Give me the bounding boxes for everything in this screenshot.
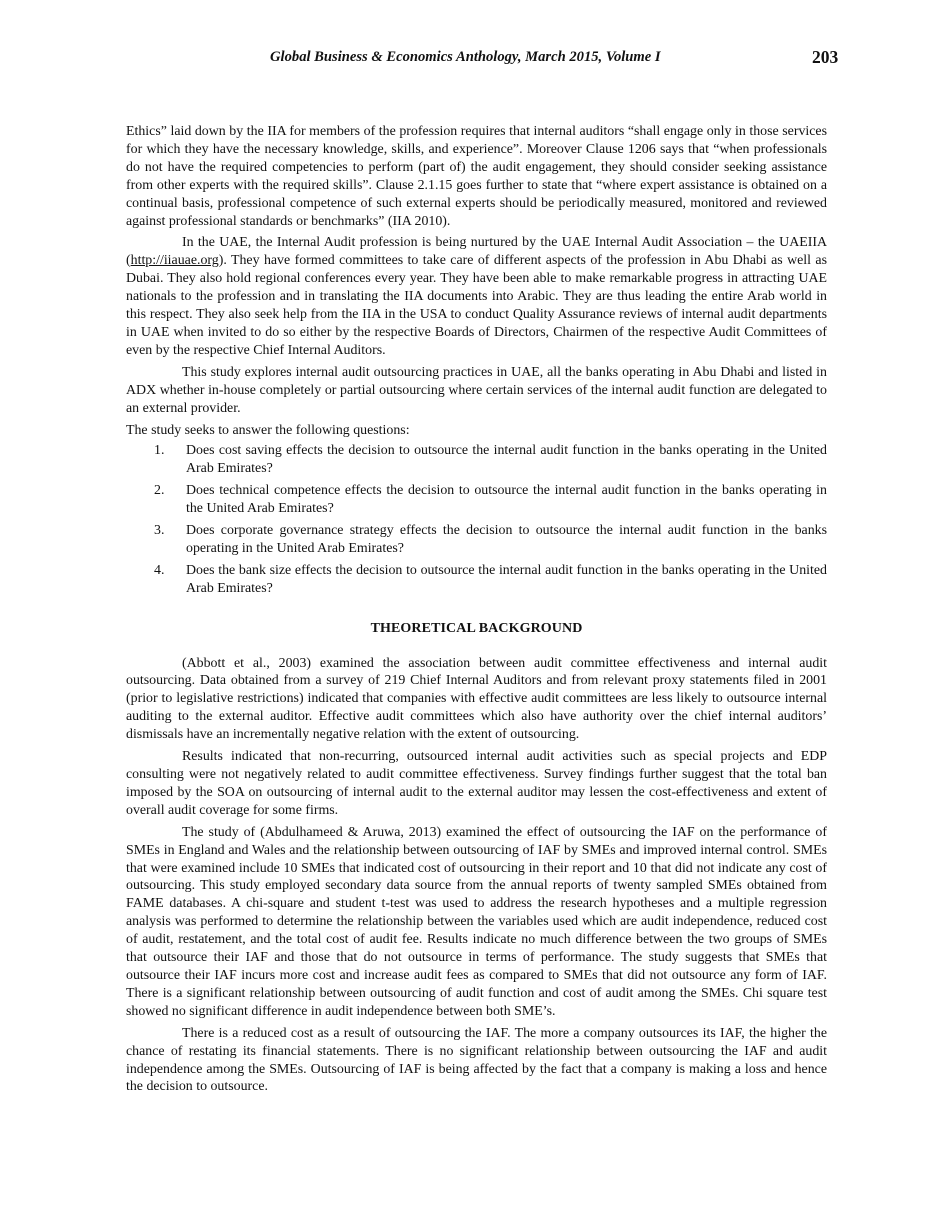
paragraph-abbott: (Abbott et al., 2003) examined the association between audit committee effectiveness and internal audit outsourcing. Data obtained from a survey of 219 Chief Internal Auditors and from relevant proxy statements filed in 2001 (prior to legislative restrictions) indicated that companies with effective audit committees are less likely to outsource internal auditing to the external auditor. Effective audit committees which also have authority over the chief internal auditors’ dismissals have an incrementally negative relation with the extent of outsourcing. xyxy=(126,655,827,743)
list-text: Does the bank size effects the decision to outsource the internal audit function in the banks operating in the United Arab Emirates? xyxy=(186,562,827,596)
list-number: 4. xyxy=(154,562,165,578)
page-number: 203 xyxy=(812,47,839,67)
research-questions-list xyxy=(126,442,827,597)
paragraph-reduced-cost: There is a reduced cost as a result of outsourcing the IAF. The more a company outsources its IAF, the higher the chance of restating its financial statements. There is no significant relationship between outsourcing the IAF and audit independence among the SMEs. Outsourcing of IAF is being affected by the fact that a company is making a loss and hence the decision to outsource. xyxy=(126,1025,827,1095)
paragraph-uae-text-1: In the UAE, the Internal Audit profession is being nurtured by the UAE Internal Audit Association – the UAEIIA ( xyxy=(126,235,827,269)
journal-title: Global Business & Economics Anthology, March 2015, Volume I xyxy=(270,49,661,65)
paragraph-questions-intro: The study seeks to answer the following questions: xyxy=(126,422,410,438)
paragraph-ethics: Ethics” laid down by the IIA for members of the profession requires that internal auditors “shall engage only in those services for which they have the necessary knowledge, skills, and experience”. Moreover Clause 1206 says that “when professionals do not have the required competencies to perform (part of) the audit engagement, they should consider seeking assistance from other experts with the required skills”. Clause 2.1.15 goes further to state that “where expert assistance is obtained on a continual basis, professional competence of such external experts should be periodically measured, monitored and reviewed against professional standards or benchmarks” (IIA 2010). xyxy=(126,124,827,229)
page-body xyxy=(126,123,827,1096)
paragraph-uae-text-2: ). They have formed committees to take care of different aspects of the profession in Abu Dhabi as well as Dubai. They also hold regional conferences every year. They have been able to make remarkable progress in attracting UAE nationals to the profession and in translating the IIA documents into Arabic. They are thus leading the entire Arab world in this respect. They also seek help from the IIA in the USA to conduct Quality Assurance reviews of internal audit departments in UAE when invited to do so either by the respective Boards of Directors, Chairmen of the respective Audit Committees of even by the respective Chief Internal Auditors. xyxy=(126,253,827,358)
section-heading: THEORETICAL BACKGROUND xyxy=(370,620,583,636)
list-number: 3. xyxy=(154,523,165,539)
uaeiia-link[interactable]: http://iiauae.org xyxy=(130,253,219,269)
paragraph-results: Results indicated that non-recurring, outsourced internal audit activities such as special projects and EDP consulting were not negatively related to audit committee effectiveness. Survey findings further suggest that the total ban imposed by the SOA on outsourcing of internal audit to the external auditor may lessen the cost-effectiveness and extent of overall audit coverage for some firms. xyxy=(126,749,827,818)
list-text: Does technical competence effects the decision to outsource the internal audit function in the banks operating in the United Arab Emirates? xyxy=(186,483,827,517)
list-item xyxy=(126,482,827,518)
list-text: Does cost saving effects the decision to outsource the internal audit function in the banks operating in the United Arab Emirates? xyxy=(186,443,827,477)
paragraph-uae xyxy=(126,234,827,359)
list-text: Does corporate governance strategy effects the decision to outsource the internal audit function in the banks operating in the United Arab Emirates? xyxy=(186,523,827,556)
running-header xyxy=(0,47,952,71)
list-number: 2. xyxy=(154,483,165,499)
list-number: 1. xyxy=(154,443,165,459)
list-item xyxy=(126,522,827,558)
paragraph-study-scope: This study explores internal audit outsourcing practices in UAE, all the banks operating in Abu Dhabi and listed in ADX whether in-house completely or partial outsourcing where certain services of the internal audit function are delegated to an external provider. xyxy=(126,364,827,416)
list-item xyxy=(126,562,827,598)
list-item xyxy=(126,442,827,478)
paragraph-abdulhameed: The study of (Abdulhameed & Aruwa, 2013) examined the effect of outsourcing the IAF on the performance of SMEs in England and Wales and the relationship between outsourcing of IAF by SMEs and improved internal control. SMEs that were examined include 10 SMEs that indicated cost of outsourcing in their report and 10 that did not indicate any cost of outsourcing. This study employed secondary data source from the annual reports of twenty sampled SMEs obtained from FAME databases. A chi-square and student t-test was used to address the research hypotheses and a multiple regression analysis was performed to determine the relationship between the variables used which are audit independence, reduced cost of audit, restatement, and the total cost of audit fee. Results indicate no much difference between the two groups of SMEs that outsource their IAF and those that do not outsource in terms of performance. The study suggests that SMEs that outsource their IAF incurs more cost and increase audit fees as compared to SMEs that did not outsource any form of IAF. There is a significant relationship between outsourcing of audit function and cost of audit among the SMEs. Chi square test showed no significant difference in audit independence between both SME’s. xyxy=(126,824,827,1019)
